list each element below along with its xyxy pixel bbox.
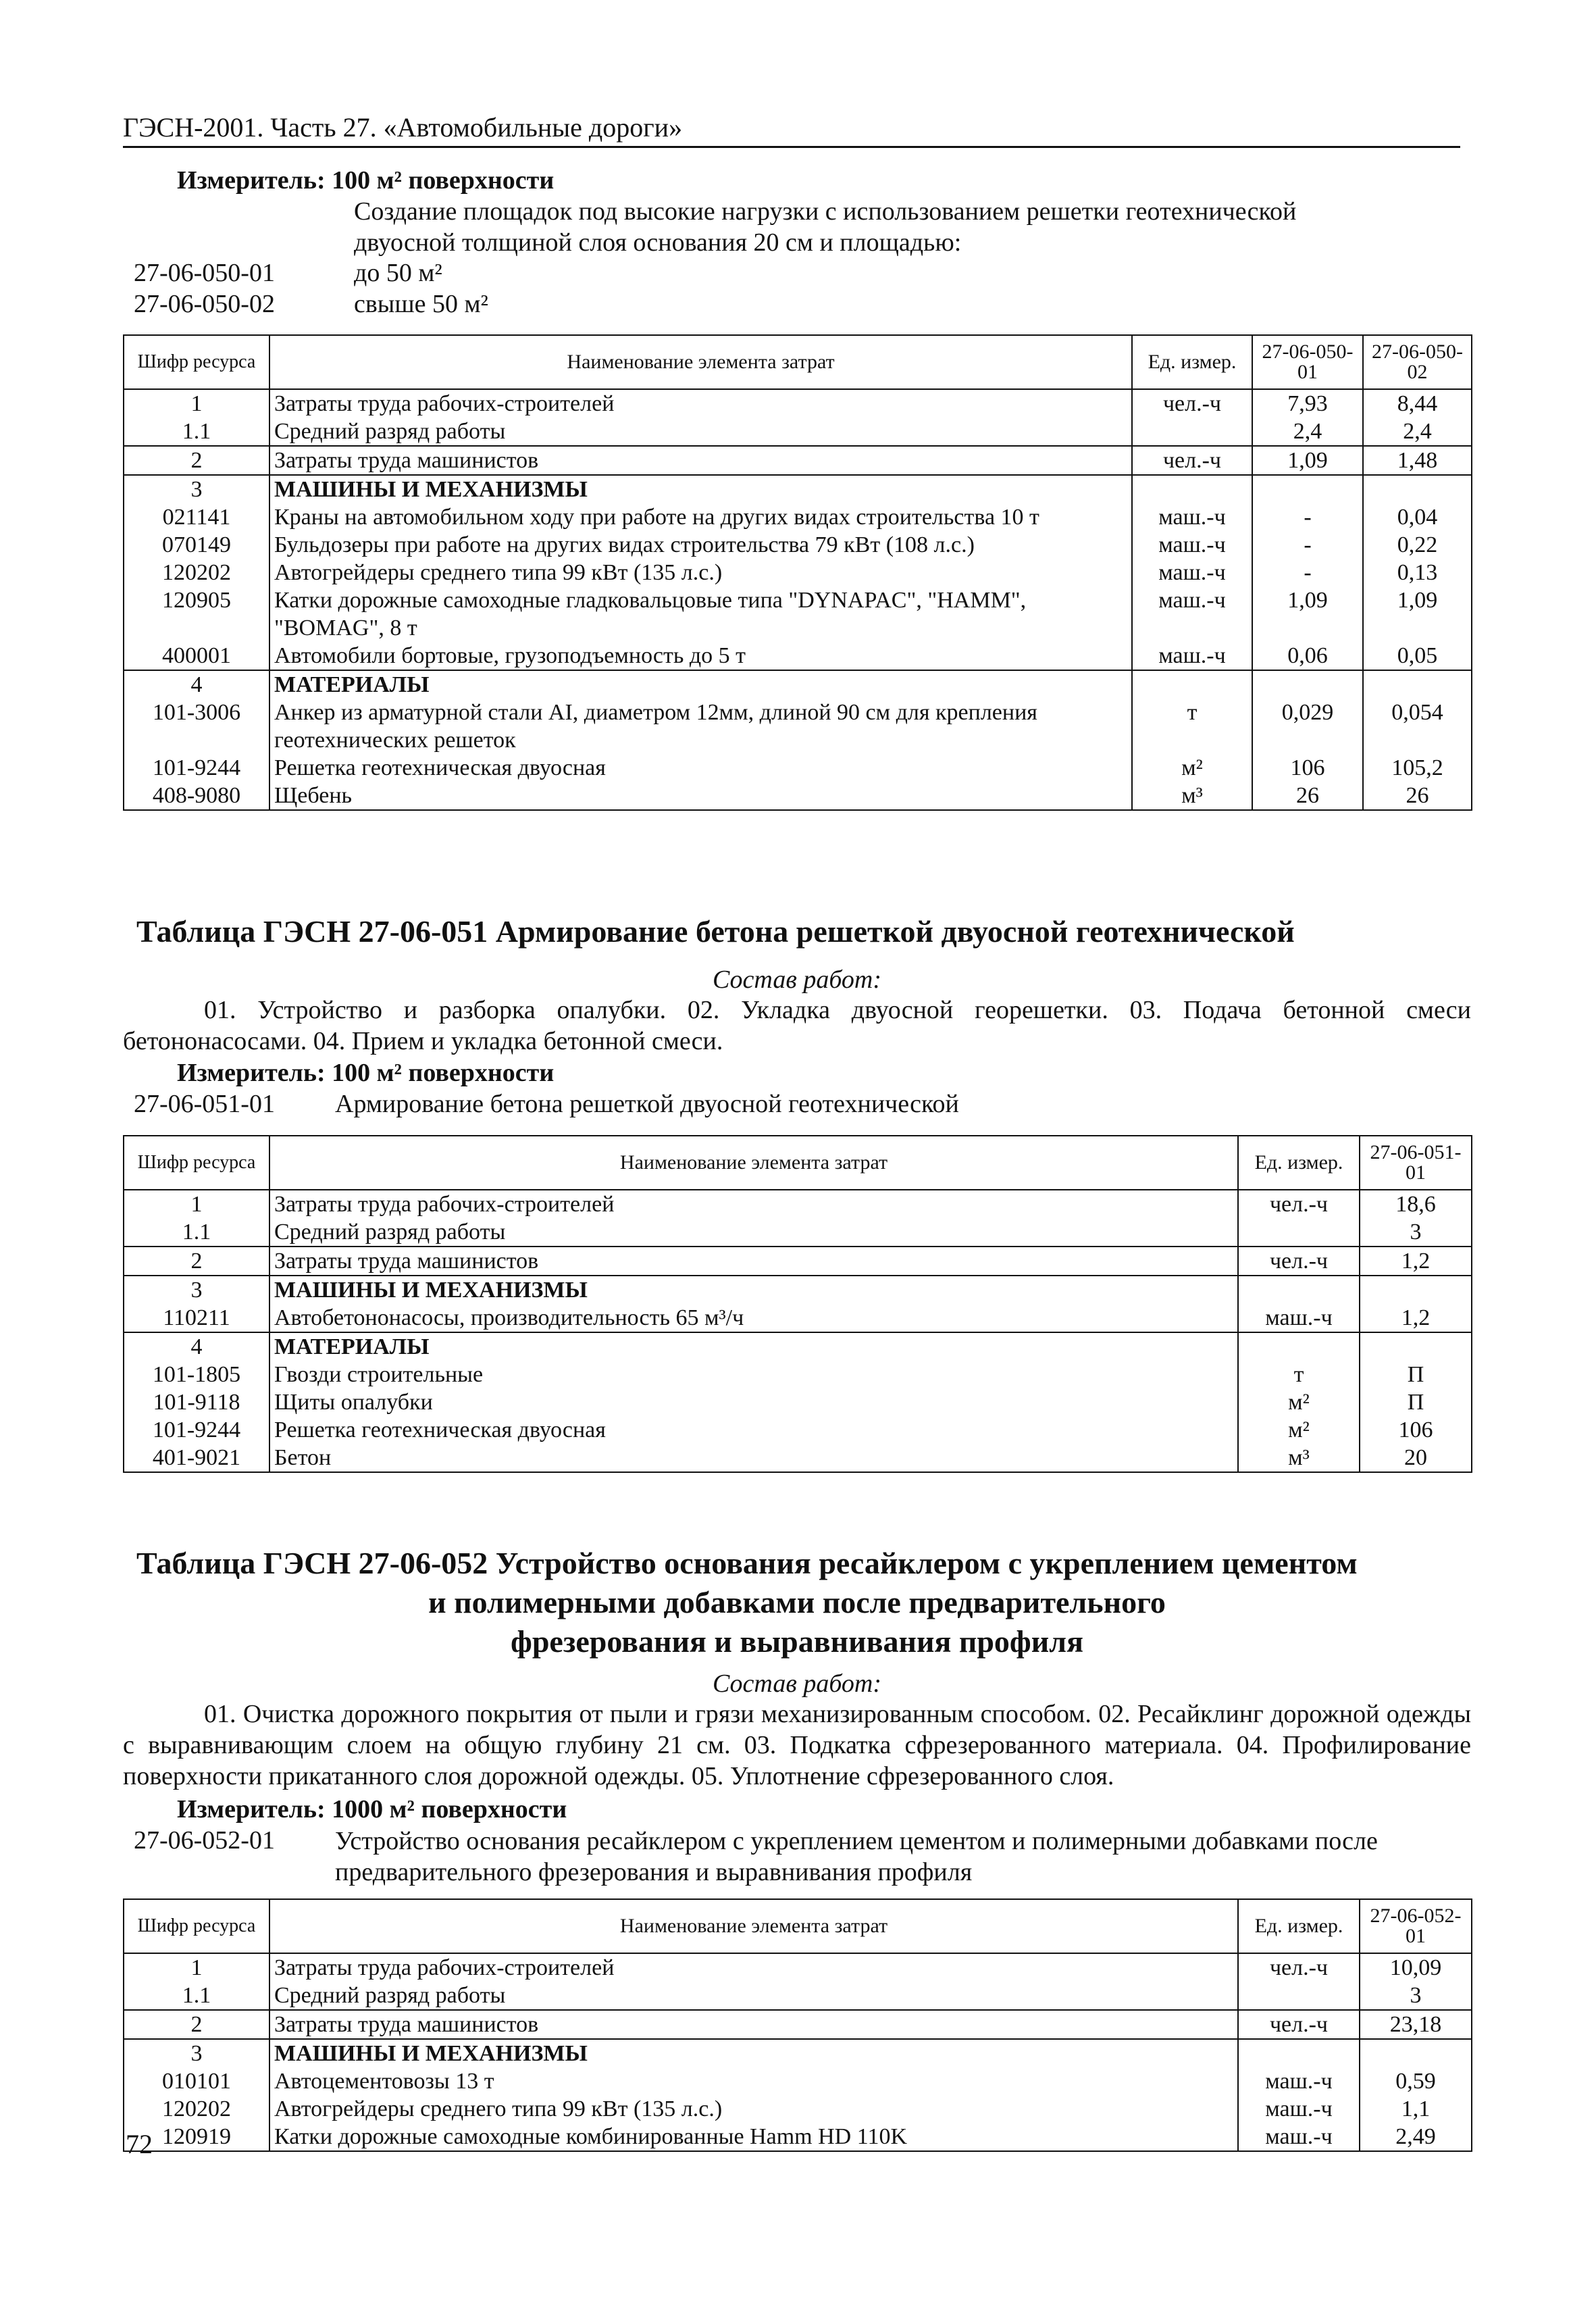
element-name: Затраты труда машинистов: [269, 446, 1132, 475]
unit: маш.-ч: [1238, 2067, 1360, 2095]
page-number: 72: [126, 2129, 153, 2159]
code-050-02: 27-06-050-02: [134, 290, 275, 318]
table-row: [124, 418, 1472, 446]
norm-value: -: [1252, 531, 1363, 559]
resource-code: 3: [124, 1276, 269, 1304]
table-row: [124, 1247, 1472, 1276]
element-name: Затраты труда рабочих-строителей: [269, 1190, 1238, 1218]
resource-code: 120919: [124, 2123, 269, 2151]
norm-value: П: [1360, 1388, 1472, 1416]
unit: [1238, 1218, 1360, 1247]
measure-unit-052: Измеритель: 1000 м² поверхности: [177, 1795, 567, 1823]
category-name: МАТЕРИАЛЫ: [269, 1332, 1238, 1361]
norm-value: -: [1252, 559, 1363, 586]
element-name: Средний разряд работы: [269, 1218, 1238, 1247]
resource-code: 010101: [124, 2067, 269, 2095]
code-050-01-text: до 50 м²: [354, 259, 442, 287]
norm-value: 10,09: [1360, 1953, 1472, 1982]
header-norm-052-01: 27-06-052-01: [1360, 1899, 1472, 1953]
code-051-01-text: Армирование бетона решеткой двуосной геотехнической: [335, 1090, 959, 1118]
table-row: [124, 503, 1472, 531]
category-name: МАТЕРИАЛЫ: [269, 670, 1132, 699]
element-name: Решетка геотехническая двуосная: [269, 754, 1132, 782]
norm-value: 106: [1360, 1416, 1472, 1444]
resource-code: 4: [124, 670, 269, 699]
table-row: [124, 2123, 1472, 2151]
unit: чел.-ч: [1238, 1953, 1360, 1982]
resource-code: 1.1: [124, 418, 269, 446]
norm-value: 1,2: [1360, 1247, 1472, 1276]
resource-code: 120202: [124, 559, 269, 586]
resource-table-051: [123, 1135, 1472, 1473]
element-name: Бульдозеры при работе на других видах строительства 79 кВт (108 л.с.): [269, 531, 1132, 559]
resource-code: 1: [124, 1190, 269, 1218]
norm-value: 2,4: [1363, 418, 1472, 446]
table-title-052-line3: фрезерования и выравнивания профиля: [511, 1624, 1083, 1659]
header-norm-051-01: 27-06-051-01: [1360, 1136, 1472, 1190]
unit: м²: [1132, 754, 1252, 782]
resource-code: 070149: [124, 531, 269, 559]
norm-value: 26: [1252, 782, 1363, 810]
table-row: [124, 1218, 1472, 1247]
element-name: Автогрейдеры среднего типа 99 кВт (135 л.с.): [269, 559, 1132, 586]
norm-value: 0,04: [1363, 503, 1472, 531]
table-row: [124, 2095, 1472, 2123]
resource-code: 101-1805: [124, 1361, 269, 1388]
table-row: [124, 670, 1472, 699]
work-description-050: Создание площадок под высокие нагрузки с использованием решетки геотехнической двуосной толщиной слоя основания 20 см и площадью:: [354, 197, 1297, 257]
resource-code: 2: [124, 2010, 269, 2039]
resource-code: 101-9118: [124, 1388, 269, 1416]
element-name: Решетка геотехническая двуосная: [269, 1416, 1238, 1444]
resource-code: 2: [124, 1247, 269, 1276]
resource-code: 1: [124, 389, 269, 418]
code-050-02-text: свыше 50 м²: [354, 290, 488, 318]
composition-title-051: Состав работ:: [712, 965, 882, 994]
unit: маш.-ч: [1132, 559, 1252, 586]
unit: [1238, 1982, 1360, 2010]
table-row: [124, 1304, 1472, 1332]
table-title-052-line1: Таблица ГЭСН 27-06-052 Устройство основания ресайклером с укреплением цементом: [136, 1546, 1358, 1580]
code-051-01: 27-06-051-01: [134, 1090, 275, 1118]
table-row: [124, 642, 1472, 670]
table-row: [124, 782, 1472, 810]
table-row: [124, 1361, 1472, 1388]
category-name: МАШИНЫ И МЕХАНИЗМЫ: [269, 2039, 1238, 2067]
norm-value: [1252, 670, 1363, 699]
element-name: Автомобили бортовые, грузоподъемность до 5 т: [269, 642, 1132, 670]
table-row: [124, 2039, 1472, 2067]
unit: [1132, 670, 1252, 699]
element-name: Средний разряд работы: [269, 418, 1132, 446]
norm-value: 1,1: [1360, 2095, 1472, 2123]
resource-code: 408-9080: [124, 782, 269, 810]
element-name: Анкер из арматурной стали AI, диаметром 12мм, длиной 90 см для крепления геотехнических решеток: [269, 699, 1132, 754]
composition-text-052: 01. Очистка дорожного покрытия от пыли и грязи механизированным способом. 02. Ресайклинг дорожной одежды с выравнивающим слоем на общую глубину 21 см. 03. Подкатка сфрезерованного материала. 04. Профилирование поверхности прикатанного слоя дорожной одежды. 05. Уплотнение сфрезерованного слоя.: [123, 1700, 1471, 1790]
norm-value: 0,029: [1252, 699, 1363, 754]
table-row: [124, 389, 1472, 418]
header-unit: Ед. измер.: [1132, 335, 1252, 389]
unit: [1132, 475, 1252, 503]
table-row: [124, 1190, 1472, 1218]
table-row: [124, 1982, 1472, 2010]
measure-unit-050: Измеритель: 100 м² поверхности: [177, 166, 555, 195]
unit: чел.-ч: [1238, 2010, 1360, 2039]
table-row: [124, 559, 1472, 586]
table-row: [124, 1332, 1472, 1361]
table-title-052-line2: и полимерными добавками после предварительного: [428, 1585, 1166, 1619]
norm-value: 1,2: [1360, 1304, 1472, 1332]
unit: чел.-ч: [1238, 1247, 1360, 1276]
unit: чел.-ч: [1238, 1190, 1360, 1218]
norm-value: 0,22: [1363, 531, 1472, 559]
resource-table-050: [123, 334, 1472, 811]
category-name: МАШИНЫ И МЕХАНИЗМЫ: [269, 1276, 1238, 1304]
unit: [1238, 1332, 1360, 1361]
resource-code: 1: [124, 1953, 269, 1982]
resource-table-052: [123, 1898, 1472, 2152]
norm-value: 0,13: [1363, 559, 1472, 586]
table-row: [124, 699, 1472, 754]
norm-value: П: [1360, 1361, 1472, 1388]
norm-value: 8,44: [1363, 389, 1472, 418]
table-row: [124, 1276, 1472, 1304]
resource-code: 110211: [124, 1304, 269, 1332]
norm-value: [1360, 2039, 1472, 2067]
header-norm-050-02: 27-06-050-02: [1363, 335, 1472, 389]
unit: маш.-ч: [1238, 2095, 1360, 2123]
element-name: Затраты труда рабочих-строителей: [269, 1953, 1238, 1982]
norm-value: 0,054: [1363, 699, 1472, 754]
header-norm-050-01: 27-06-050-01: [1252, 335, 1363, 389]
element-name: Краны на автомобильном ходу при работе на других видах строительства 10 т: [269, 503, 1132, 531]
element-name: Автобетононасосы, производительность 65 м³/ч: [269, 1304, 1238, 1332]
norm-value: 7,93: [1252, 389, 1363, 418]
page-header: ГЭСН-2001. Часть 27. «Автомобильные дороги»: [123, 111, 1460, 148]
norm-value: 18,6: [1360, 1190, 1472, 1218]
resource-code: 3: [124, 475, 269, 503]
header-unit: Ед. измер.: [1238, 1899, 1360, 1953]
norm-value: 2,4: [1252, 418, 1363, 446]
unit: чел.-ч: [1132, 446, 1252, 475]
norm-value: 1,48: [1363, 446, 1472, 475]
unit: маш.-ч: [1238, 1304, 1360, 1332]
unit: маш.-ч: [1238, 2123, 1360, 2151]
unit: чел.-ч: [1132, 389, 1252, 418]
norm-value: 3: [1360, 1218, 1472, 1247]
header-resource-code: Шифр ресурса: [124, 1899, 269, 1953]
element-name: Щиты опалубки: [269, 1388, 1238, 1416]
norm-value: 3: [1360, 1982, 1472, 2010]
element-name: Катки дорожные самоходные комбинированные Hamm HD 110K: [269, 2123, 1238, 2151]
element-name: Затраты труда машинистов: [269, 2010, 1238, 2039]
norm-value: 23,18: [1360, 2010, 1472, 2039]
unit: [1238, 1276, 1360, 1304]
unit: маш.-ч: [1132, 642, 1252, 670]
element-name: Автогрейдеры среднего типа 99 кВт (135 л.с.): [269, 2095, 1238, 2123]
norm-value: -: [1252, 503, 1363, 531]
category-name: МАШИНЫ И МЕХАНИЗМЫ: [269, 475, 1132, 503]
norm-value: 2,49: [1360, 2123, 1472, 2151]
norm-value: 0,06: [1252, 642, 1363, 670]
table-row: [124, 531, 1472, 559]
element-name: Затраты труда рабочих-строителей: [269, 389, 1132, 418]
unit: т: [1132, 699, 1252, 754]
element-name: Автоцементовозы 13 т: [269, 2067, 1238, 2095]
norm-value: 1,09: [1363, 586, 1472, 642]
header-element-name: Наименование элемента затрат: [269, 335, 1132, 389]
resource-code: 101-3006: [124, 699, 269, 754]
header-unit: Ед. измер.: [1238, 1136, 1360, 1190]
table-row: [124, 586, 1472, 642]
header-resource-code: Шифр ресурса: [124, 335, 269, 389]
header-resource-code: Шифр ресурса: [124, 1136, 269, 1190]
table-row: [124, 2010, 1472, 2039]
norm-value: 105,2: [1363, 754, 1472, 782]
unit: м³: [1238, 1444, 1360, 1472]
resource-code: 1.1: [124, 1982, 269, 2010]
table-row: [124, 475, 1472, 503]
resource-code: 1.1: [124, 1218, 269, 1247]
table-title-051: Таблица ГЭСН 27-06-051 Армирование бетона решеткой двуосной геотехнической: [136, 914, 1295, 949]
resource-code: 101-9244: [124, 1416, 269, 1444]
norm-value: 0,59: [1360, 2067, 1472, 2095]
resource-code: 101-9244: [124, 754, 269, 782]
unit: маш.-ч: [1132, 531, 1252, 559]
element-name: Щебень: [269, 782, 1132, 810]
norm-value: [1252, 475, 1363, 503]
composition-title-052: Состав работ:: [712, 1669, 882, 1698]
table-row: [124, 1388, 1472, 1416]
norm-value: [1363, 670, 1472, 699]
table-row: [124, 1416, 1472, 1444]
code-052-01-text: Устройство основания ресайклером с укреплением цементом и полимерными добавками после предварительного фрезерования и выравнивания профиля: [335, 1827, 1378, 1886]
element-name: Катки дорожные самоходные гладковальцовые типа "DYNAPAC", "HAMM", "BOMAG", 8 т: [269, 586, 1132, 642]
resource-code: 120905: [124, 586, 269, 642]
element-name: Бетон: [269, 1444, 1238, 1472]
table-row: [124, 446, 1472, 475]
code-050-01: 27-06-050-01: [134, 259, 275, 287]
resource-code: 4: [124, 1332, 269, 1361]
norm-value: 1,09: [1252, 586, 1363, 642]
element-name: Гвозди строительные: [269, 1361, 1238, 1388]
code-052-01: 27-06-052-01: [134, 1826, 275, 1855]
norm-value: [1363, 475, 1472, 503]
unit: м³: [1132, 782, 1252, 810]
norm-value: 26: [1363, 782, 1472, 810]
norm-value: 1,09: [1252, 446, 1363, 475]
unit: маш.-ч: [1132, 503, 1252, 531]
resource-code: 021141: [124, 503, 269, 531]
composition-text-051: 01. Устройство и разборка опалубки. 02. Укладка двуосной георешетки. 03. Подача бетонной смеси бетононасосами. 04. Прием и укладка бетонной смеси.: [123, 996, 1471, 1055]
header-element-name: Наименование элемента затрат: [269, 1136, 1238, 1190]
table-row: [124, 1444, 1472, 1472]
table-row: [124, 1953, 1472, 1982]
resource-code: 400001: [124, 642, 269, 670]
resource-code: 3: [124, 2039, 269, 2067]
norm-value: [1360, 1332, 1472, 1361]
element-name: Средний разряд работы: [269, 1982, 1238, 2010]
table-row: [124, 2067, 1472, 2095]
unit: [1238, 2039, 1360, 2067]
norm-value: 106: [1252, 754, 1363, 782]
unit: маш.-ч: [1132, 586, 1252, 642]
unit: [1132, 418, 1252, 446]
resource-code: 2: [124, 446, 269, 475]
resource-code: 120202: [124, 2095, 269, 2123]
norm-value: 0,05: [1363, 642, 1472, 670]
norm-value: [1360, 1276, 1472, 1304]
resource-code: 401-9021: [124, 1444, 269, 1472]
element-name: Затраты труда машинистов: [269, 1247, 1238, 1276]
unit: м²: [1238, 1416, 1360, 1444]
unit: м²: [1238, 1388, 1360, 1416]
measure-unit-051: Измеритель: 100 м² поверхности: [177, 1059, 555, 1087]
norm-value: 20: [1360, 1444, 1472, 1472]
header-element-name: Наименование элемента затрат: [269, 1899, 1238, 1953]
table-row: [124, 754, 1472, 782]
unit: т: [1238, 1361, 1360, 1388]
